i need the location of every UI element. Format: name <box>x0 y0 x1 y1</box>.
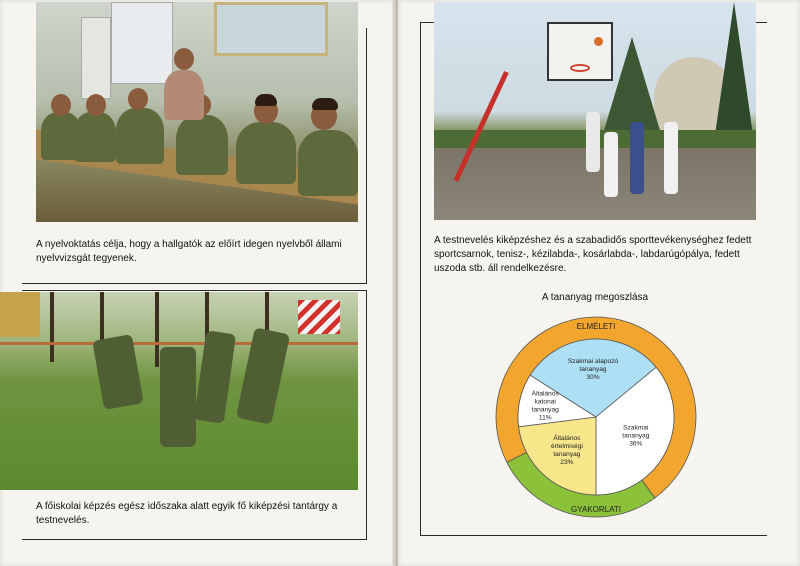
pie-slice-label: Általános értelmiségi tananyag 23% <box>550 435 583 467</box>
curriculum-pie-chart <box>491 312 701 522</box>
student-hair <box>255 94 277 106</box>
pie-slice-label: Szakmai tananyag 36% <box>622 424 650 448</box>
teacher <box>164 70 204 120</box>
caption-language-class: A nyelvoktatás célja, hogy a hallgatók az előírt idegen nyelvből állami nyelvvizsgát tegyenek. <box>36 239 342 264</box>
pie-slice-label: Általános katonai tananyag 11% <box>531 390 559 422</box>
basketball-photo <box>434 2 756 220</box>
player <box>586 112 600 172</box>
player <box>604 132 618 197</box>
ring-label-practical: GYAKORLATI <box>571 505 621 514</box>
teacher-head <box>174 48 194 70</box>
student-hair <box>312 98 338 110</box>
fence <box>0 342 358 345</box>
pie-slice-label: Szakmai alapozó tananyag 30% <box>567 358 619 382</box>
tree <box>155 292 159 367</box>
student-head <box>86 94 106 116</box>
player <box>630 122 644 194</box>
basketball-hoop <box>570 64 590 72</box>
right-page <box>398 0 800 566</box>
student-head <box>51 94 71 116</box>
soldier <box>92 334 144 410</box>
door <box>81 17 111 99</box>
student <box>116 108 164 164</box>
student-head <box>128 88 148 110</box>
caption-physical-education: A főiskolai képzés egész időszaka alatt egyik fő kiképzési tantárgy a testnevelés. <box>36 501 338 526</box>
wall-picture <box>214 2 328 56</box>
caption-sport-facilities: A testnevelés kiképzéshez és a szabadidős sporttevékenységhez fedett sportcsarnok, tenisz-, kézilabda-, kosárlabda-, labdarúgópálya, fedett uszoda stb. áll rendelkezésre. <box>434 235 752 274</box>
basketball-backboard <box>547 22 613 81</box>
left-page <box>0 0 396 566</box>
language-class-photo <box>36 2 358 222</box>
student <box>298 130 358 196</box>
tree <box>50 292 54 362</box>
student <box>74 112 116 162</box>
ring-label-theoretical: ELMÉLETI <box>576 322 616 331</box>
hoop-pole <box>454 71 509 182</box>
soldier <box>160 347 196 447</box>
basketball-ball <box>594 37 603 46</box>
background-building <box>0 292 40 337</box>
chart-title: A tananyag megoszlása <box>541 292 649 303</box>
wall-board <box>111 2 173 84</box>
student <box>236 122 296 184</box>
player <box>664 122 678 194</box>
student <box>176 115 228 175</box>
striped-sign <box>298 300 340 334</box>
combat-training-photo <box>0 292 358 490</box>
